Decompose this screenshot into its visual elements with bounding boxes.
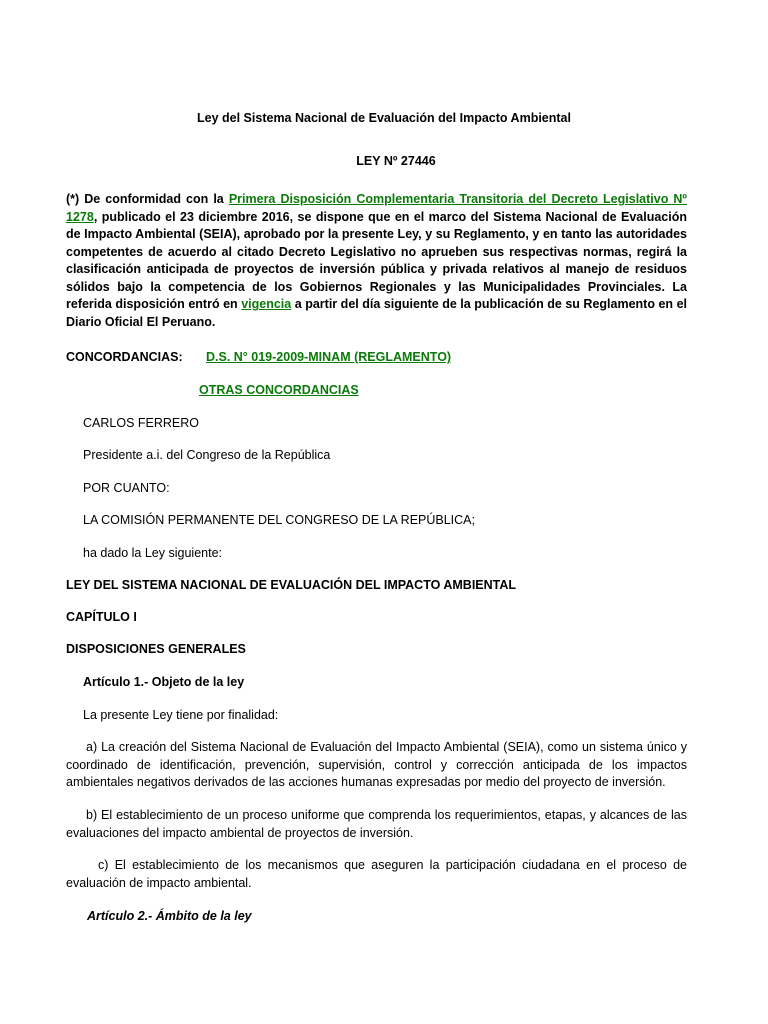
article-1-item-c: c) El establecimiento de los mecanismos que aseguren la participación ciudadana en el proceso de evaluación de impacto ambiental. [66,858,687,890]
article-1-item-b: b) El establecimiento de un proceso uniforme que comprenda los requerimientos, etapas, y alcances de las evaluaciones del impacto ambiental de proyectos de inversión. [66,808,687,840]
vigencia-link[interactable]: vigencia [241,297,292,311]
document-title: Ley del Sistema Nacional de Evaluación del Impacto Ambiental [197,111,571,125]
signer-name: CARLOS FERRERO [83,416,199,430]
decreto-1278-link[interactable]: Primera Disposición Complementaria Transitoria del Decreto Legislativo Nº 1278 [66,192,687,224]
article-2-heading: Artículo 2.- Ámbito de la ley [87,909,252,923]
concordancias-label: CONCORDANCIAS: [66,350,183,364]
concordancia-ds-link[interactable]: D.S. N° 019-2009-MINAM (REGLAMENTO) [206,350,452,364]
article-1-heading: Artículo 1.- Objeto de la ley [83,675,245,689]
article-1-intro: La presente Ley tiene por finalidad: [83,708,279,722]
law-title-heading: LEY DEL SISTEMA NACIONAL DE EVALUACIÓN DEL IMPACTO AMBIENTAL [66,578,517,592]
note-suffix: a partir del día siguiente de la publicación de su Reglamento en el Diario Oficial El Peruano. [66,297,687,329]
article-1-item-a: a) La creación del Sistema Nacional de Evaluación del Impacto Ambiental (SEIA), como un sistema único y coordinado de identificación, prevención, supervisión, control y corrección anticipada de los impactos ambientales negativos derivados de las acciones humanas expresadas por medio del proyecto de inversión. [66,740,687,789]
otras-concordancias-link[interactable]: OTRAS CONCORDANCIAS [199,383,359,397]
ha-dado-la-ley: ha dado la Ley siguiente: [83,546,222,560]
chapter-title: DISPOSICIONES GENERALES [66,642,246,656]
law-number: LEY Nº 27446 [356,154,436,168]
por-cuanto: POR CUANTO: [83,481,170,495]
note-prefix: (*) De conformidad con la [66,192,229,206]
chapter-heading: CAPÍTULO I [66,610,137,624]
signer-title: Presidente a.i. del Congreso de la República [83,448,331,462]
note-body: , publicado el 23 diciembre 2016, se dispone que en el marco del Sistema Nacional de Evaluación de Impacto Ambiental (SEIA), aprobado por la presente Ley, y su Reglamento, y en tanto las autoridades competentes de acuerdo al citado Decreto Legislativo no aprueben sus respectivas normas, regirá la clasificación anticipada de proyectos de inversión pública y privada relativos al manejo de residuos sólidos bajo la competencia de los Gobiernos Regionales y las Municipalidades Provinciales. La referida disposición entró en [66,209,687,311]
comision-permanente: LA COMISIÓN PERMANENTE DEL CONGRESO DE LA REPÚBLICA; [83,513,475,527]
transitory-note [66,191,687,331]
